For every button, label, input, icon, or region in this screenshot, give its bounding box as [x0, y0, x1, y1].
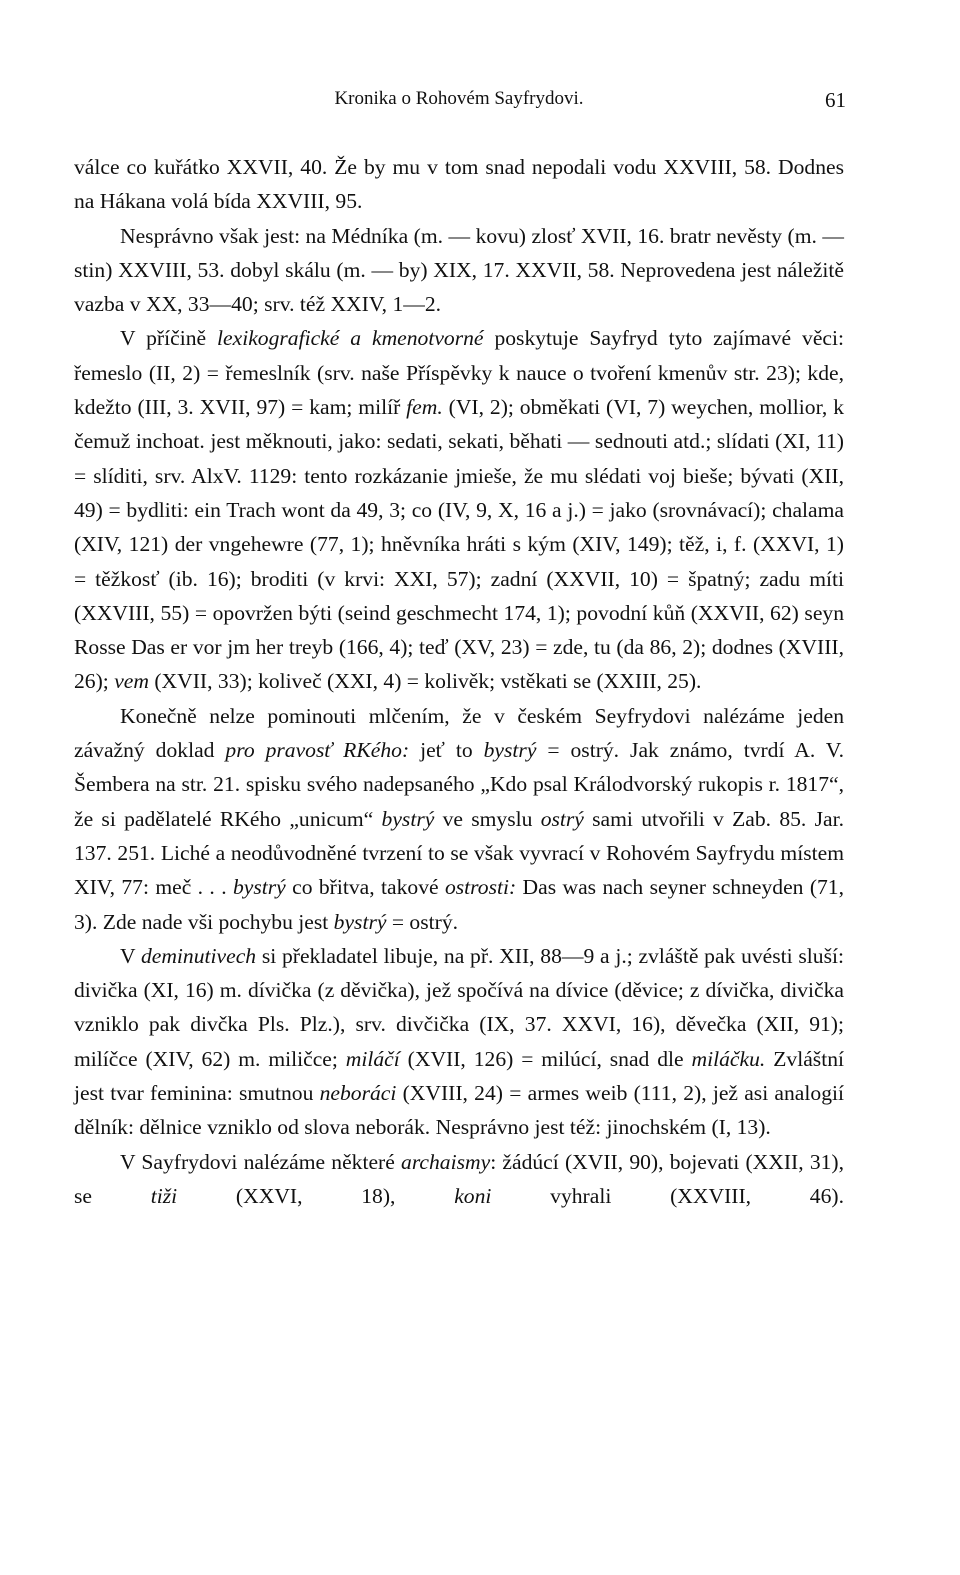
text-run: V příčině [120, 326, 218, 351]
text-run: (XVII, 126) = milúcí, snad dle [399, 1046, 692, 1071]
italic-term: lexikografické a kmenotvorné [217, 326, 484, 351]
text-run: poskytuje Sayfryd tyto zajímavé věci: řemeslo (II, 2) = řemeslník (srv. naše Příspěvky k nauce o tvoření kmenův str. 23); kde, kdežto (III, 3. XVII, 97) = kam; milíř [74, 326, 844, 420]
italic-term: miláčí [345, 1046, 400, 1071]
text-run: = ostrý. Jak známo, tvrdí A. V. Šembera na str. 21. spisku svého nadepsaného „Kdo psal Králodvorský rukopis r. 1817“, že si padělatelé RKého „unicum“ [74, 738, 845, 831]
running-title: Kronika o Rohovém Sayfrydovi. [334, 88, 584, 109]
italic-term: neboráci [319, 1081, 397, 1106]
italic-term: bystrý [333, 909, 387, 934]
italic-term: pro pravosť RKého: [225, 738, 410, 763]
italic-term: bystrý [381, 806, 435, 831]
italic-term: deminutivech [140, 943, 257, 968]
page-header [74, 88, 844, 128]
paragraph-1 [74, 150, 844, 219]
text-run: vyhrali (XXVIII, 46). [491, 1183, 844, 1208]
text-run: Konečně nelze pominouti mlčením, že v českém Seyfrydovi nalézáme jeden závažný doklad [74, 703, 844, 763]
text-run: Zvláštní jest tvar feminina: smutnou [74, 1046, 844, 1106]
italic-term: archaismy [401, 1149, 491, 1174]
text-run: (XVIII, 24) = armes weib (111, 2), jež asi analogií dělník: dělnice vzniklo od slova neborák. Nesprávno jest též: jinochském (I, 13). [74, 1081, 844, 1140]
italic-term: miláčku. [691, 1046, 766, 1071]
text-run: (VI, 2); obměkati (VI, 7) weychen, mollior, k čemuž inchoat. jest měknouti, jako: sedati, sekati, běhati — sednouti atd.; slídati (XI, 11) = slíditi, srv. AlxV. 1129: tento rozkázanie jmieše, že mu slédati voj bieše; bývati (XII, 49) = bydliti: ein Trach wont da 49, 3; co (IV, 9, X, 16 a j.) = jako (srovnávací); chalama (XIV, 121) der vngehewre (77, 1); hněvníka hráti s kým (XIV, 149); těž, i, f. (XXVI, 1) = těžkosť (ib. 16); broditi (v krvi: XXI, 57); zadní (XXVII, 10) = špatný; zadu míti (XXVIII, 55) = opovržen býti (seind geschmecht 174, 1); povodní kůň (XXVII, 62) seyn Rosse Das er vor jm her treyb (166, 4); teď (XV, 23) = zde, tu (da 86, 2); dodnes (XVIII, 26); [74, 395, 844, 694]
text-run: si překladatel libuje, na př. XII, 88—9 a j.; zvláště pak uvésti sluší: divička (XI, 16) m. dívička (z děvička), jež spočívá na dívice (děvice; z dívička, divička vzniklo pak divčka Pls. Plz.), srv. divčička (IX, 37. XXVI, 16), děvečka (XII, 91); milíčce (XIV, 62) m. miličce; [74, 943, 844, 1071]
italic-term: ostrosti: [444, 875, 517, 900]
italic-term: ostrý [540, 806, 584, 831]
text-run: (XVII, 33); koliveč (XXI, 4) = kolivěk; vstěkati se (XXIII, 25). [148, 669, 702, 694]
text-run: válce co kuřátko XXVII, 40. Že by mu v tom snad nepodali vodu XXVIII, 58. Dodnes na Hákana volá bída XXVIII, 95. [74, 155, 844, 214]
page-number: 61 [825, 88, 846, 112]
paragraph-6 [74, 1145, 844, 1214]
italic-term: fem. [406, 395, 443, 420]
text-run: ve smyslu [434, 806, 541, 831]
italic-term: tiži [150, 1183, 178, 1208]
italic-term: bystrý [483, 738, 537, 763]
text-run: V Sayfrydovi nalézáme některé [120, 1149, 402, 1174]
paragraph-4 [74, 699, 844, 939]
text-run: = ostrý. [386, 909, 459, 934]
paragraph-2 [74, 219, 844, 322]
text-run: co břitva, takové [285, 875, 445, 900]
paragraph-5 [74, 939, 844, 1145]
paragraph-3 [74, 321, 844, 698]
text-run: jeť to [409, 738, 484, 763]
text-run: sami utvořili v Zab. 85. Jar. 137. 251. Liché a neodůvodněné tvrzení to se však vyvrací v Rohovém Sayfrydu místem XIV, 77: meč . . . [74, 806, 844, 900]
text-run: : žádúcí (XVII, 90), bojevati (XXII, 31), se [74, 1149, 845, 1208]
italic-term: bystrý [232, 875, 286, 900]
italic-term: koni [454, 1183, 492, 1208]
text-run: Nesprávno však jest: na Médníka (m. — kovu) zlosť XVII, 16. bratr nevěsty (m. — stin) XXVIII, 53. dobyl skálu (m. — by) XIX, 17. XXVII, 58. Neprovedena jest náležitě vazba v XX, 33—40; srv. též XXIV, 1—2. [74, 223, 844, 317]
text-run: Das was nach seyner schneyden (71, 3). Zde nade vši pochybu jest [74, 875, 845, 934]
book-page [74, 88, 844, 1213]
text-run: V [120, 943, 141, 968]
italic-term: vem [114, 669, 149, 694]
text-run: (XXVI, 18), [177, 1183, 455, 1208]
